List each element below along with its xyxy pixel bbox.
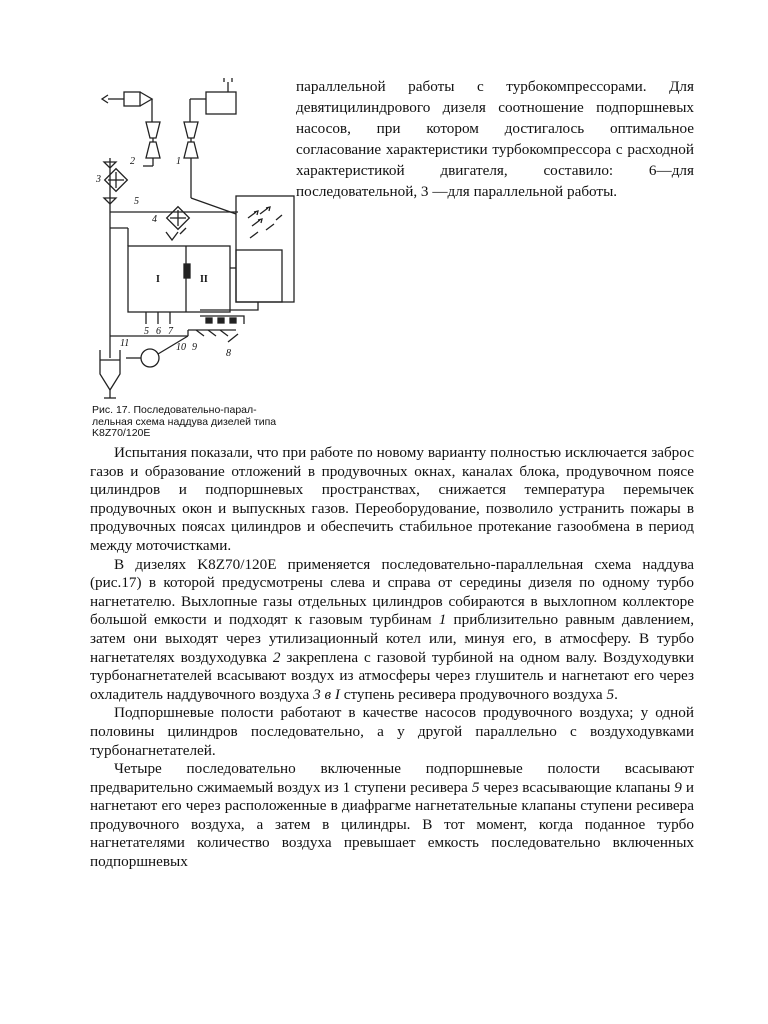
figure-label: 8 [226, 348, 231, 359]
blower-left [146, 142, 160, 158]
figure-label: 5 [144, 326, 149, 337]
caption-line: K8Z70/120E [92, 427, 151, 439]
figure-label: 11 [120, 338, 130, 349]
figure-label: II [200, 274, 208, 285]
body-text [90, 444, 694, 872]
schematic-box-left [124, 92, 140, 106]
schematic-box-right [206, 92, 236, 114]
turbine-right [184, 122, 198, 138]
figure-caption [92, 405, 302, 440]
figure-label: 6 [156, 326, 161, 337]
side-paragraph: параллельной работы с турбокомпрессорами. Для девятицилиндрового дизеля соотношение подпоршневых насосов, при котором достигалось оптимальное согласование характеристики турбокомпрессора с расходной характеристикой двигателя, составило: 6—для последовательной, 3 —для параллельной работы. [296, 78, 694, 200]
blower-right [184, 142, 198, 158]
supercharging-scheme-diagram [88, 78, 298, 408]
paragraph-four-cavities: Четыре последовательно включенные подпоршневые полости всасывают предварительно сжимаемый воздух из 1 ступени ресивера 5 через всасывающие клапаны 9 и нагнетают его через расположенные в диафрагме нагнетательные клапаны ступени ресивера продувочного воздуха, а затем в цилиндры. В тот момент, когда поданное турбо нагнетателями количество воздуха превышает емкость последовательно включенных подпоршневых [90, 760, 694, 871]
figure-17 [88, 78, 298, 423]
engine-block [128, 246, 230, 312]
figure-label: 4 [152, 214, 157, 225]
figure-label: 10 [176, 342, 186, 353]
figure-label: 1 [176, 156, 181, 167]
caption-line: Рис. 17. Последовательно-парал- [92, 404, 257, 416]
figure-label: 7 [168, 326, 173, 337]
figure-label: 2 [130, 156, 135, 167]
turbine-left [146, 122, 160, 138]
caption-line: лельная схема наддува дизелей типа [92, 415, 277, 428]
figure-label: 5 [134, 196, 139, 207]
pump-10 [141, 349, 159, 367]
paragraph-k8z70-scheme: В дизелях K8Z70/120E применяется последовательно-параллельная схема наддува (рис.17) в которой предусмотрены слева и справа от середины дизеля по одному турбо нагнетателю. Выхлопные газы отдельных цилиндров собираются в выхлопном коллекторе большой емкости и подходят к газовым турбинам 1 приблизительно равным давлением, затем они выходят через утилизационный котел или, минуя его, в атмосферу. В турбо нагнетателях воздуходувка 2 закреплена с газовой турбиной на одном валу. Воздуходувки турбонагнетателей всасывают воздух из атмосферы через глушитель и нагнетают его через охладитель наддувочного воздуха 3 в I ступень ресивера продувочного воздуха 5. [90, 555, 695, 703]
paragraph-piston-cavities: Подпоршневые полости работают в качестве насосов продувочного воздуха; у одной половины цилиндров последовательно, а у другой параллельно с воздуходувками турбонагнетателей. [90, 704, 694, 759]
exhaust-collector [236, 196, 294, 302]
figure-label: I [156, 274, 160, 285]
figure-label: 9 [192, 342, 197, 353]
figure-label: 3 [96, 174, 101, 185]
paragraph-tests: Испытания показали, что при работе по новому варианту полностью исключается заброс газов и образование отложений в продувочных окнах, каналах блока, продувочном поясе цилиндров и подпоршневых пространствах, снижается температура перемычек продувочных окон и выпускных газов. Переоборудование, позволило устранить пожары в продувочных поясах цилиндров и обеспечить стабильное протекание газообмена в период между моточистками. [90, 444, 694, 554]
